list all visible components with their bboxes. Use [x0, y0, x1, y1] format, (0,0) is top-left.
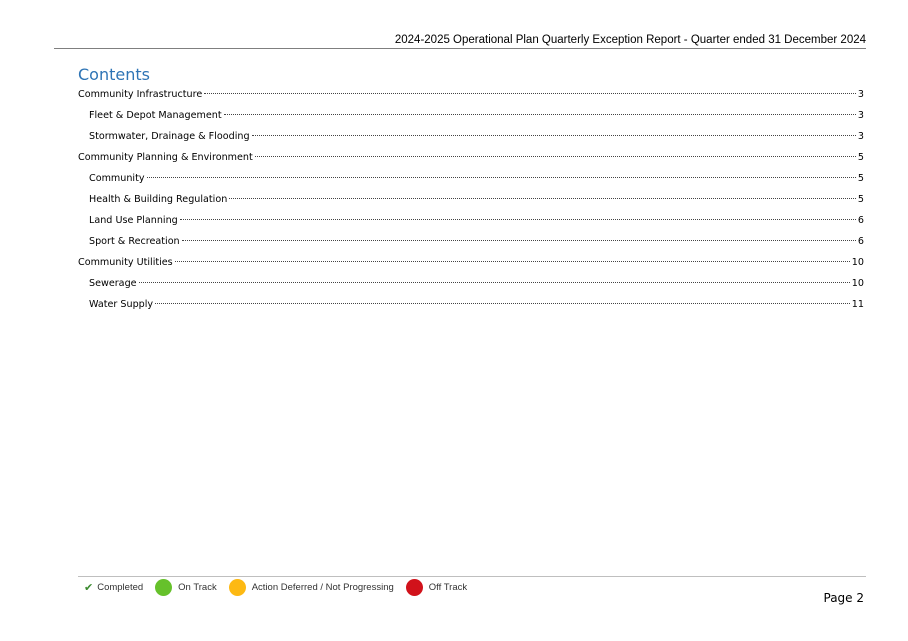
toc-entry-page: 5	[857, 152, 864, 163]
toc-entry-label: Community Infrastructure	[78, 89, 203, 100]
legend-item	[84, 581, 143, 594]
toc-entry[interactable]	[78, 87, 864, 108]
legend-item	[155, 579, 217, 596]
toc-entry-label: Health & Building Regulation	[89, 194, 228, 205]
toc-entry[interactable]	[78, 192, 864, 213]
toc-entry-page: 3	[857, 89, 864, 100]
amber-circle-icon	[229, 579, 246, 596]
toc-entry-page: 5	[857, 173, 864, 184]
page-number: Page 2	[823, 591, 864, 605]
toc-entry[interactable]	[78, 129, 864, 150]
toc-leader-dots	[224, 114, 856, 115]
toc-entry[interactable]	[78, 171, 864, 192]
toc-entry-label: Fleet & Depot Management	[89, 110, 222, 121]
toc-entry-label: Sewerage	[89, 278, 137, 289]
status-legend	[84, 579, 479, 596]
toc-leader-dots	[155, 303, 850, 304]
toc-entry-page: 5	[857, 194, 864, 205]
toc-entry-label: Land Use Planning	[89, 215, 178, 226]
toc-entry[interactable]	[78, 108, 864, 129]
toc-leader-dots	[252, 135, 856, 136]
toc-entry-page: 3	[857, 110, 864, 121]
page-header	[54, 34, 866, 49]
toc-entry-page: 11	[851, 299, 864, 310]
toc-entry-label: Community Utilities	[78, 257, 173, 268]
toc-entry[interactable]	[78, 234, 864, 255]
table-of-contents	[78, 87, 864, 318]
footer-divider	[78, 576, 866, 577]
toc-entry[interactable]	[78, 150, 864, 171]
toc-entry[interactable]	[78, 297, 864, 318]
toc-entry-label: Community Planning & Environment	[78, 152, 253, 163]
legend-item	[229, 579, 394, 596]
toc-leader-dots	[255, 156, 856, 157]
checkmark-icon: ✔	[84, 582, 94, 594]
legend-label: Off Track	[428, 582, 468, 593]
legend-label: Action Deferred / Not Progressing	[251, 582, 394, 593]
toc-leader-dots	[182, 240, 856, 241]
toc-entry[interactable]	[78, 213, 864, 234]
toc-leader-dots	[204, 93, 856, 94]
toc-entry[interactable]	[78, 255, 864, 276]
toc-leader-dots	[139, 282, 850, 283]
legend-label: Completed	[97, 582, 144, 593]
toc-heading: Contents	[78, 65, 150, 84]
toc-leader-dots	[229, 198, 856, 199]
toc-leader-dots	[175, 261, 850, 262]
toc-leader-dots	[147, 177, 856, 178]
toc-entry-page: 10	[851, 278, 864, 289]
toc-entry-page: 3	[857, 131, 864, 142]
toc-entry-page: 10	[851, 257, 864, 268]
toc-entry-page: 6	[857, 236, 864, 247]
toc-leader-dots	[180, 219, 856, 220]
red-circle-icon	[406, 579, 423, 596]
toc-entry-label: Stormwater, Drainage & Flooding	[89, 131, 250, 142]
legend-item	[406, 579, 467, 596]
toc-entry-label: Water Supply	[89, 299, 154, 310]
toc-entry[interactable]	[78, 276, 864, 297]
toc-entry-label: Community	[89, 173, 145, 184]
toc-entry-page: 6	[857, 215, 864, 226]
green-circle-icon	[155, 579, 172, 596]
legend-label: On Track	[178, 582, 217, 593]
report-title: 2024-2025 Operational Plan Quarterly Exception Report - Quarter ended 31 December 2024	[394, 34, 866, 46]
toc-entry-label: Sport & Recreation	[89, 236, 180, 247]
